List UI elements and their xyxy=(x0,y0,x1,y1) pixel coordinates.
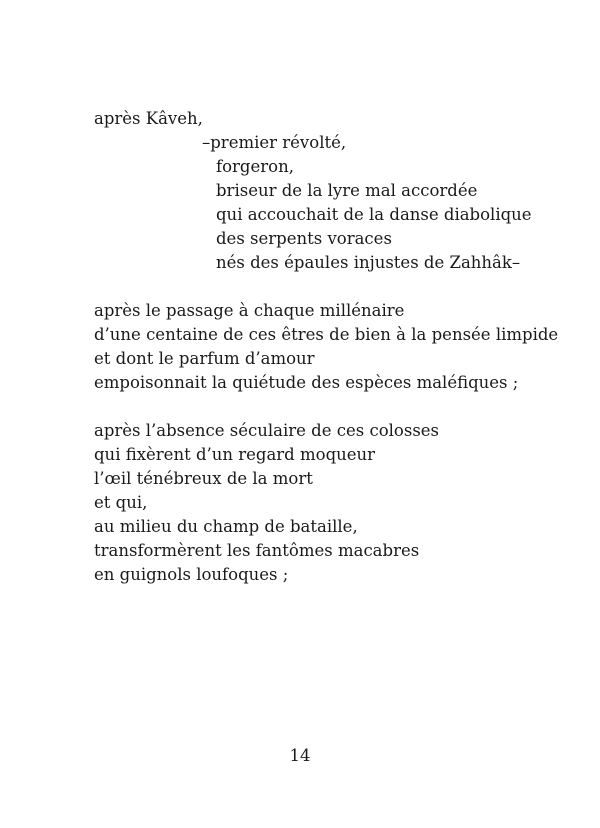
stanza-2 xyxy=(94,299,564,395)
poem-line: –premier révolté, xyxy=(202,133,347,152)
poem-line: après l’absence séculaire de ces colosses xyxy=(94,421,440,440)
page-number: 14 xyxy=(289,746,311,765)
stanza-3 xyxy=(94,419,564,587)
poem-text xyxy=(94,107,564,587)
stanza-divider xyxy=(94,275,564,299)
poem-line: forgeron, xyxy=(216,157,294,176)
poem-line: briseur de la lyre mal accordée xyxy=(216,181,478,200)
poem-line: après le passage à chaque millénaire xyxy=(94,301,405,320)
stanza-1 xyxy=(94,107,564,275)
poem-line: et qui, xyxy=(94,493,148,512)
poem-line: d’une centaine de ces êtres de bien à la pensée limpide xyxy=(94,325,559,344)
poem-line: l’œil ténébreux de la mort xyxy=(94,469,313,488)
poem-line: au milieu du champ de bataille, xyxy=(94,517,358,536)
poem-line: empoisonnait la quiétude des espèces maléfiques ; xyxy=(94,373,519,392)
poem-line: en guignols loufoques ; xyxy=(94,565,289,584)
poem-line: et dont le parfum d’amour xyxy=(94,349,315,368)
poem-line: nés des épaules injustes de Zahhâk– xyxy=(216,253,521,272)
stanza-divider xyxy=(94,395,564,419)
poem-line: qui fixèrent d’un regard moqueur xyxy=(94,445,376,464)
poem-line: des serpents voraces xyxy=(216,229,392,248)
poem-line: qui accouchait de la danse diabolique xyxy=(216,205,532,224)
poem-line: après Kâveh, xyxy=(94,109,203,128)
poem-line: transformèrent les fantômes macabres xyxy=(94,541,420,560)
